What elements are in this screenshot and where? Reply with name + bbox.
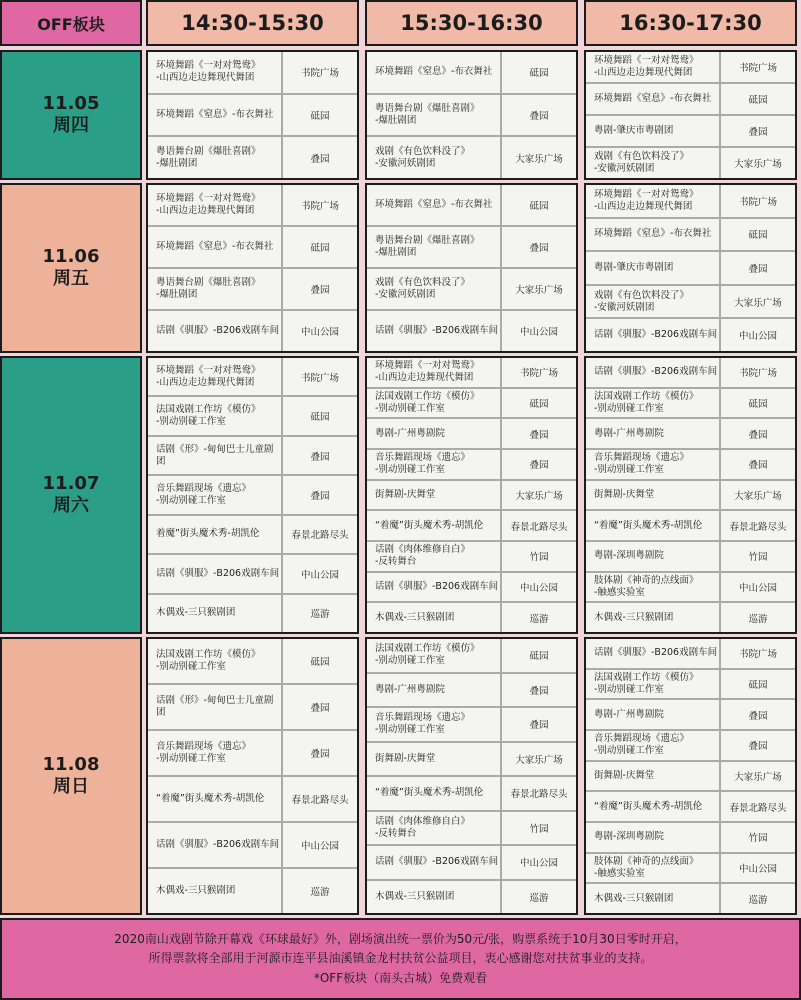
performance-title: 粤剧-广州粤剧院 [586,419,721,448]
performance-row [367,540,576,571]
performance-title: 粤剧-广州粤剧院 [367,419,502,448]
performance-title: 街舞剧-庆舞堂 [367,481,502,510]
performance-venue: 中山公园 [738,864,777,876]
performance-venue: 书院广场 [738,368,777,380]
performance-title: 话剧《驯服》-B206戏剧车间 [367,311,502,351]
performance-venue: 巡游 [310,609,330,621]
performance-title: 话剧《驯服》-B206戏剧车间 [148,823,283,867]
performance-title: 音乐舞蹈现场《遗忘》 -别动别碰工作室 [148,476,283,513]
day-weekday: 周四 [53,115,89,137]
slot-cell [146,637,359,915]
performance-venue: 叠园 [310,285,330,296]
performance-title: 街舞剧-庆舞堂 [367,743,502,776]
performance-row [148,729,357,775]
performance-row [367,52,576,93]
performance-row [367,601,576,632]
performance-row [148,395,357,434]
performance-venue: 春景北路尽头 [291,530,349,542]
performance-venue: 春景北路尽头 [729,802,787,814]
performance-venue: 中山公园 [738,331,777,343]
performance-row [367,844,576,879]
performance-title: 话剧《肉体维修自白》 -反转舞台 [367,812,502,845]
performance-title: 音乐舞蹈现场《遗忘》 -别动别碰工作室 [586,731,721,760]
performance-title: 环境舞蹈《窒息》-布衣舞社 [367,185,502,225]
performance-row [586,852,795,883]
performance-venue: 砥园 [310,243,330,254]
performance-row [586,571,795,602]
performance-row [367,93,576,136]
performance-row [367,741,576,776]
performance-row [586,668,795,699]
performance-venue: 叠园 [529,460,549,472]
footer-line-1: 2020南山戏剧节除开幕戏《环球最好》外，剧场演出统一票价为50元/张，购票系统于10月30日零时开启， [114,932,687,947]
performance-title: “着魔”街头魔术秀-胡凯伦 [367,777,502,810]
performance-title: 法国戏剧工作坊《模仿》 -别动别碰工作室 [367,639,502,672]
performance-venue: 巡游 [529,613,549,625]
performance-venue: 大家乐广场 [515,153,563,165]
performance-row [367,775,576,810]
performance-title: 粤剧-肇庆市粤剧团 [586,252,721,284]
performance-row [367,417,576,448]
performance-venue: 大家乐广场 [734,491,782,503]
performance-title: 着魔”街头魔术秀-胡凯伦 [148,516,283,553]
performance-title: 话剧《驯服》-B206戏剧车间 [586,319,721,351]
performance-venue: 春景北路尽头 [291,795,349,806]
performance-title: 话剧《驯服》-B206戏剧车间 [148,555,283,592]
performance-venue: 中山公园 [519,327,558,338]
slot-cell [365,183,578,353]
performance-venue: 大家乐广场 [515,754,563,766]
performance-venue: 砥园 [529,651,549,663]
performance-row [367,267,576,309]
performance-row [367,810,576,845]
performance-venue: 书院广场 [738,63,777,74]
performance-title: 戏剧《有色饮料没了》 -安徽河妖剧团 [367,269,502,309]
performance-title: 环境舞蹈《窒息》-布衣舞社 [148,227,283,267]
slot-cell [365,356,578,634]
performance-venue: 砥园 [529,201,549,212]
performance-venue: 叠园 [310,749,330,760]
performance-row [586,317,795,351]
performance-title: “着魔”街头魔术秀-胡凯伦 [367,511,502,540]
performance-venue: 竹园 [529,552,549,564]
performance-venue: 巡游 [748,894,768,906]
performance-row [586,358,795,387]
performance-venue: 巡游 [529,892,549,904]
performance-row [586,479,795,510]
performance-title: 粤语舞台剧《爆肚喜剧》 -爆肚剧团 [148,269,283,309]
performance-venue: 中山公园 [300,841,339,852]
performance-venue: 砥园 [748,95,768,106]
performance-title: 环境舞蹈《窒息》-布衣舞社 [367,52,502,93]
performance-venue: 砥园 [310,657,330,668]
performance-venue: 叠园 [748,263,768,275]
performance-title: 环境舞蹈《窒息》-布衣舞社 [586,219,721,251]
performance-row [367,879,576,914]
performance-title: 环境舞蹈《一对对鸳鸯》 -山西边走边舞现代舞团 [367,358,502,387]
performance-row [367,387,576,418]
performance-row [148,309,357,351]
performance-title: 木偶戏-三只猴剧团 [367,881,502,914]
performance-title: 木偶戏-三只猴剧团 [148,869,283,913]
performance-title: 粤语舞台剧《爆肚喜剧》 -爆肚剧团 [367,227,502,267]
performance-venue: 书院广场 [738,649,777,661]
footer-line-3: *OFF板块（南头古城）免费观看 [313,970,488,985]
performance-row [148,135,357,178]
day-cell [0,50,142,180]
day-date: 11.07 [42,472,100,494]
performance-venue: 中山公园 [300,327,339,338]
performance-title: 音乐舞蹈现场《遗忘》 -别动别碰工作室 [586,450,721,479]
performance-venue: 砥园 [529,399,549,410]
day-weekday: 周六 [53,495,89,517]
performance-row [148,267,357,309]
performance-row [586,698,795,729]
performance-row [586,882,795,913]
performance-venue: 叠园 [748,741,768,753]
footer-notice [0,918,801,1000]
performance-row [367,639,576,672]
performance-row [148,474,357,513]
slot-cell [584,183,797,353]
performance-venue: 巡游 [310,887,330,898]
performance-row [148,593,357,632]
performance-venue: 竹园 [748,833,768,845]
performance-venue: 叠园 [748,710,768,722]
performance-venue: 中山公园 [519,583,558,595]
performance-venue: 竹园 [748,552,768,564]
performance-venue: 砥园 [748,399,768,410]
performance-row [586,448,795,479]
slot-cell [584,356,797,634]
performance-venue: 叠园 [748,127,768,138]
performance-title: 环境舞蹈《一对对鸳鸯》 -山西边走边舞现代舞团 [148,358,283,395]
performance-row [148,639,357,683]
performance-row [586,639,795,668]
performance-venue: 叠园 [748,460,768,472]
performance-venue: 叠园 [529,429,549,441]
performance-title: 法国戏剧工作坊《模仿》 -别动别碰工作室 [586,389,721,418]
performance-venue: 春景北路尽头 [510,521,568,533]
performance-title: 音乐舞蹈现场《遗忘》 -别动别碰工作室 [367,708,502,741]
performance-title: 粤语舞台剧《爆肚喜剧》 -爆肚剧团 [148,137,283,178]
performance-row [367,509,576,540]
performance-title: 话剧《驯服》-B206戏剧车间 [586,358,721,387]
performance-venue: 书院广场 [300,68,339,80]
performance-title: 粤剧-深圳粤剧院 [586,823,721,852]
performance-title: 话剧《驯服》-B206戏剧车间 [148,311,283,351]
day-cell [0,637,142,915]
slot-cell [584,50,797,180]
performance-venue: 巡游 [748,613,768,625]
performance-venue: 书院广场 [738,196,777,208]
performance-venue: 大家乐广场 [734,297,782,309]
performance-title: 粤语舞台剧《爆肚喜剧》 -爆肚剧团 [367,95,502,136]
performance-title: 话剧《驯服》-B206戏剧车间 [586,639,721,668]
performance-row [586,82,795,114]
performance-venue: 叠园 [529,243,549,254]
performance-title: 粤剧-深圳粤剧院 [586,542,721,571]
performance-title: 肢体剧《神奇的点线面》 -触感实验室 [586,573,721,602]
performance-row [148,52,357,93]
performance-row [148,185,357,225]
performance-row [586,729,795,760]
performance-venue: 书院广场 [300,201,339,212]
performance-title: 粤剧-肇庆市粤剧团 [586,116,721,146]
performance-venue: 中山公园 [519,858,558,870]
performance-venue: 砥园 [748,680,768,691]
performance-title: 音乐舞蹈现场《遗忘》 -别动别碰工作室 [367,450,502,479]
performance-row [586,509,795,540]
performance-venue: 大家乐广场 [734,772,782,784]
performance-title: 法国戏剧工作坊《模仿》 -别动别碰工作室 [148,639,283,683]
performance-row [586,185,795,217]
performance-row [367,309,576,351]
performance-venue: 叠园 [529,720,549,732]
performance-title: 法国戏剧工作坊《模仿》 -别动别碰工作室 [148,397,283,434]
slot-cell [365,637,578,915]
performance-row [586,760,795,791]
performance-title: 环境舞蹈《一对对鸳鸯》 -山西边走边舞现代舞团 [148,185,283,225]
performance-title: 粤剧-广州粤剧院 [586,700,721,729]
performance-row [367,225,576,267]
performance-row [367,135,576,178]
day-weekday: 周五 [53,268,89,290]
performance-title: “着魔”街头魔术秀-胡凯伦 [148,777,283,821]
performance-venue: 叠园 [310,490,330,502]
performance-venue: 叠园 [310,153,330,165]
performance-row [148,867,357,913]
performance-row [148,775,357,821]
footer-line-2: 所得票款将全部用于河源市连平县油溪镇金龙村扶贫公益项目，衷心感谢您对扶贫事业的支持。 [148,951,653,966]
day-date: 11.08 [42,753,100,775]
slot-cell [146,50,359,180]
performance-row [586,52,795,82]
performance-venue: 砥园 [748,230,768,242]
performance-title: 戏剧《有色饮料没了》 -安徽河妖剧团 [586,286,721,318]
performance-venue: 大家乐广场 [734,159,782,170]
performance-title: 环境舞蹈《一对对鸳鸯》 -山西边走边舞现代舞团 [586,52,721,82]
slot-cell [146,183,359,353]
performance-title: 环境舞蹈《窒息》-布衣舞社 [586,84,721,114]
performance-venue: 叠园 [748,429,768,441]
performance-title: 话剧《肉体维修自白》 -反转舞台 [367,542,502,571]
performance-row [367,706,576,741]
performance-title: 戏剧《有色饮料没了》 -安徽河妖剧团 [586,148,721,178]
performance-row [586,114,795,146]
performance-venue: 大家乐广场 [515,285,563,296]
performance-venue: 砥园 [310,111,330,122]
performance-title: 环境舞蹈《窒息》-布衣舞社 [148,95,283,136]
performance-title: 戏剧《有色饮料没了》 -安徽河妖剧团 [367,137,502,178]
performance-title: “着魔”街头魔术秀-胡凯伦 [586,792,721,821]
performance-venue: 叠园 [310,703,330,714]
performance-row [148,225,357,267]
performance-row [367,448,576,479]
performance-row [367,185,576,225]
day-cell [0,356,142,634]
day-weekday: 周日 [53,776,89,798]
performance-title: 肢体剧《神奇的点线面》 -触感实验室 [586,854,721,883]
performance-title: 法国戏剧工作坊《模仿》 -别动别碰工作室 [586,670,721,699]
slot-cell [365,50,578,180]
performance-title: 音乐舞蹈现场《遗忘》 -别动别碰工作室 [148,731,283,775]
performance-row [586,217,795,251]
performance-title: 环境舞蹈《一对对鸳鸯》 -山西边走边舞现代舞团 [586,185,721,217]
time-slot-header-1: 14:30-15:30 [146,0,359,46]
performance-title: 环境舞蹈《一对对鸳鸯》 -山西边走边舞现代舞团 [148,52,283,93]
performance-row [148,683,357,729]
time-slot-header-2: 15:30-16:30 [365,0,578,46]
performance-row [367,571,576,602]
performance-venue: 叠园 [529,111,549,122]
performance-row [148,821,357,867]
performance-venue: 春景北路尽头 [729,521,787,533]
performance-venue: 春景北路尽头 [510,789,568,801]
slot-cell [584,637,797,915]
time-slot-header-3: 16:30-17:30 [584,0,797,46]
performance-title: 话剧《驯服》-B206戏剧车间 [367,846,502,879]
slot-cell [146,356,359,634]
performance-row [586,601,795,632]
performance-venue: 中山公园 [300,569,339,581]
performance-title: 街舞剧-庆舞堂 [586,762,721,791]
performance-row [586,790,795,821]
performance-title: 木偶戏-三只猴剧团 [586,603,721,632]
performance-row [148,553,357,592]
performance-venue: 竹园 [529,823,549,835]
performance-venue: 书院广场 [300,372,339,384]
performance-title: 木偶戏-三只猴剧团 [367,603,502,632]
performance-title: 话剧《形》-甸甸巴士儿童剧团 [148,685,283,729]
performance-row [148,435,357,474]
performance-row [586,387,795,418]
performance-venue: 书院广场 [519,368,558,380]
performance-row [148,93,357,136]
performance-row [586,250,795,284]
performance-row [148,358,357,395]
performance-row [586,821,795,852]
performance-venue: 中山公园 [738,583,777,595]
performance-venue: 砥园 [529,68,549,80]
performance-venue: 叠园 [529,685,549,697]
performance-row [586,540,795,571]
performance-row [367,479,576,510]
performance-row [586,284,795,318]
performance-title: 法国戏剧工作坊《模仿》 -别动别碰工作室 [367,389,502,418]
performance-title: “着魔”街头魔术秀-胡凯伦 [586,511,721,540]
performance-row [367,358,576,387]
performance-title: 木偶戏-三只猴剧团 [148,595,283,632]
day-cell [0,183,142,353]
off-section-label: OFF板块 [0,0,142,46]
performance-row [148,514,357,553]
performance-title: 粤剧-广州粤剧院 [367,674,502,707]
performance-title: 街舞剧-庆舞堂 [586,481,721,510]
performance-venue: 叠园 [310,451,330,463]
performance-row [586,146,795,178]
performance-row [586,417,795,448]
performance-title: 话剧《形》-甸甸巴士儿童剧团 [148,437,283,474]
performance-venue: 砥园 [310,412,330,424]
performance-venue: 大家乐广场 [515,491,563,503]
performance-row [367,672,576,707]
performance-title: 木偶戏-三只猴剧团 [586,884,721,913]
performance-title: 话剧《驯服》-B206戏剧车间 [367,573,502,602]
day-date: 11.05 [42,92,100,114]
day-date: 11.06 [42,245,100,267]
